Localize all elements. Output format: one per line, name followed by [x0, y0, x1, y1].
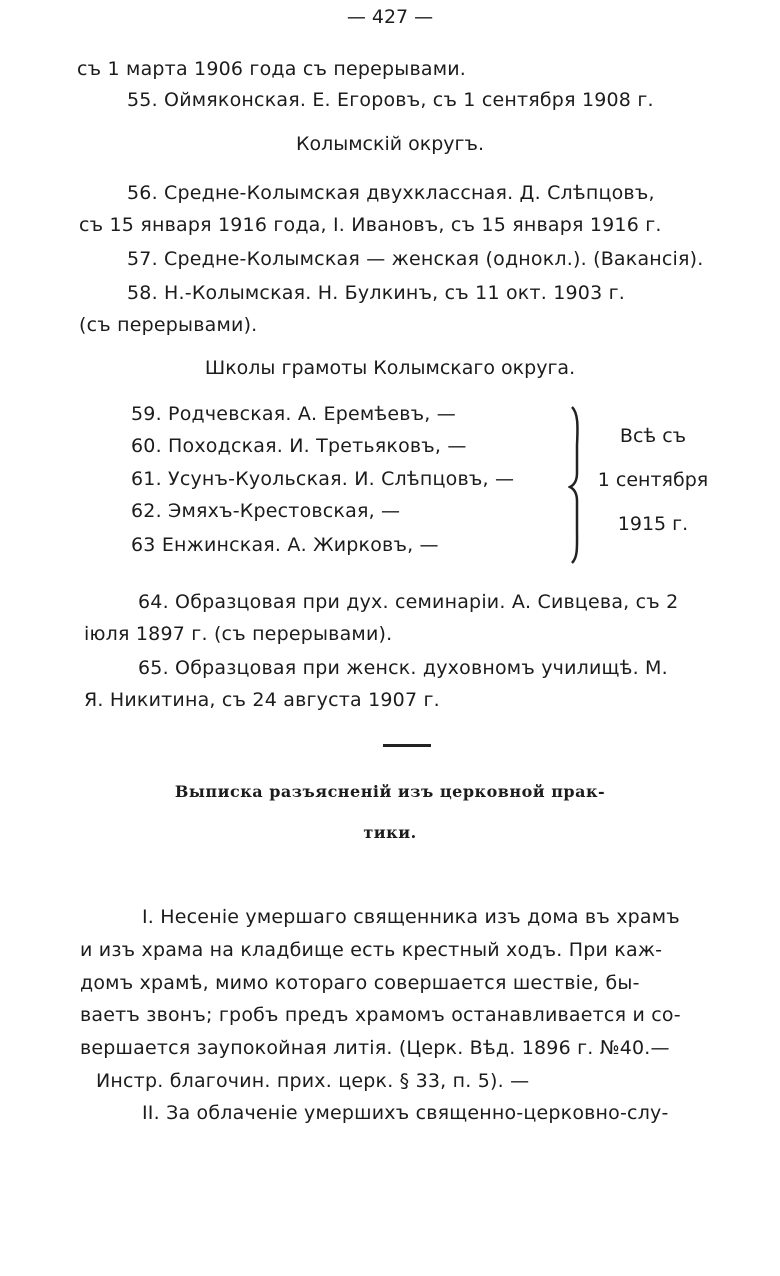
text-line: 56. Средне-Колымская двухклассная. Д. Слѣпцовъ,	[127, 182, 655, 204]
text-line: (съ перерывами).	[79, 314, 258, 336]
text-line: съ 15 января 1916 года, I. Ивановъ, съ 15 января 1916 г.	[79, 214, 662, 236]
paragraph-line: ваетъ звонъ; гробъ предъ храмомъ останавливается и со-	[80, 1004, 681, 1026]
text-line: съ 1 марта 1906 года съ перерывами.	[77, 58, 467, 80]
page-number: — 427 —	[346, 6, 434, 28]
school-item: 62. Эмяхъ-Крестовская, —	[131, 500, 401, 522]
bracket-note-line: Всѣ съ	[619, 425, 687, 447]
paragraph-line: и изъ храма на кладбище есть крестный ходъ. При каж-	[80, 939, 663, 961]
paragraph-line: вершается заупокойная литія. (Церк. Вѣд. 1896 г. №40.—	[80, 1037, 670, 1059]
text-line: 58. Н.-Колымская. Н. Булкинъ, съ 11 окт. 1903 г.	[127, 282, 626, 304]
school-item: 61. Усунъ-Куольская. И. Слѣпцовъ, —	[131, 468, 515, 490]
text-line: Я. Никитина, съ 24 августа 1907 г.	[84, 689, 440, 711]
paragraph-line: I. Несеніе умершаго священника изъ дома въ храмъ	[142, 906, 680, 928]
separator-rule	[383, 744, 431, 747]
text-line: 64. Образцовая при дух. семинаріи. А. Сивцева, съ 2	[138, 591, 679, 613]
text-line: 55. Оймяконская. Е. Егоровъ, съ 1 сентября 1908 г.	[127, 89, 654, 111]
school-item: 63 Енжинская. А. Жирковъ, —	[131, 534, 439, 556]
text-line: 65. Образцовая при женск. духовномъ училищѣ. М.	[138, 657, 668, 679]
bracket-note-line: 1915 г.	[617, 513, 689, 535]
text-line: іюля 1897 г. (съ перерывами).	[84, 623, 393, 645]
section-title: Выписка разъясненій изъ церковной прак-	[174, 782, 606, 801]
section-title: тики.	[363, 823, 417, 842]
school-item: 60. Походская. И. Третьяковъ, —	[131, 435, 467, 457]
paragraph-line: Инстр. благочин. прих. церк. § 33, п. 5). —	[96, 1070, 530, 1092]
text-line: 57. Средне-Колымская — женская (однокл.). (Вакансія).	[127, 248, 704, 270]
school-item: 59. Родчевская. А. Еремѣевъ, —	[131, 403, 456, 425]
section-heading-kolyma: Колымскій округъ.	[295, 133, 485, 155]
paragraph-line: II. За облаченіе умершихъ священно-церковно-слу-	[142, 1102, 669, 1124]
bracket-note-line: 1 сентября	[597, 469, 709, 491]
paragraph-line: домъ храмѣ, мимо котораго совершается шествіе, бы-	[80, 972, 640, 994]
section-heading-schools: Школы грамоты Колымскаго округа.	[204, 357, 576, 379]
